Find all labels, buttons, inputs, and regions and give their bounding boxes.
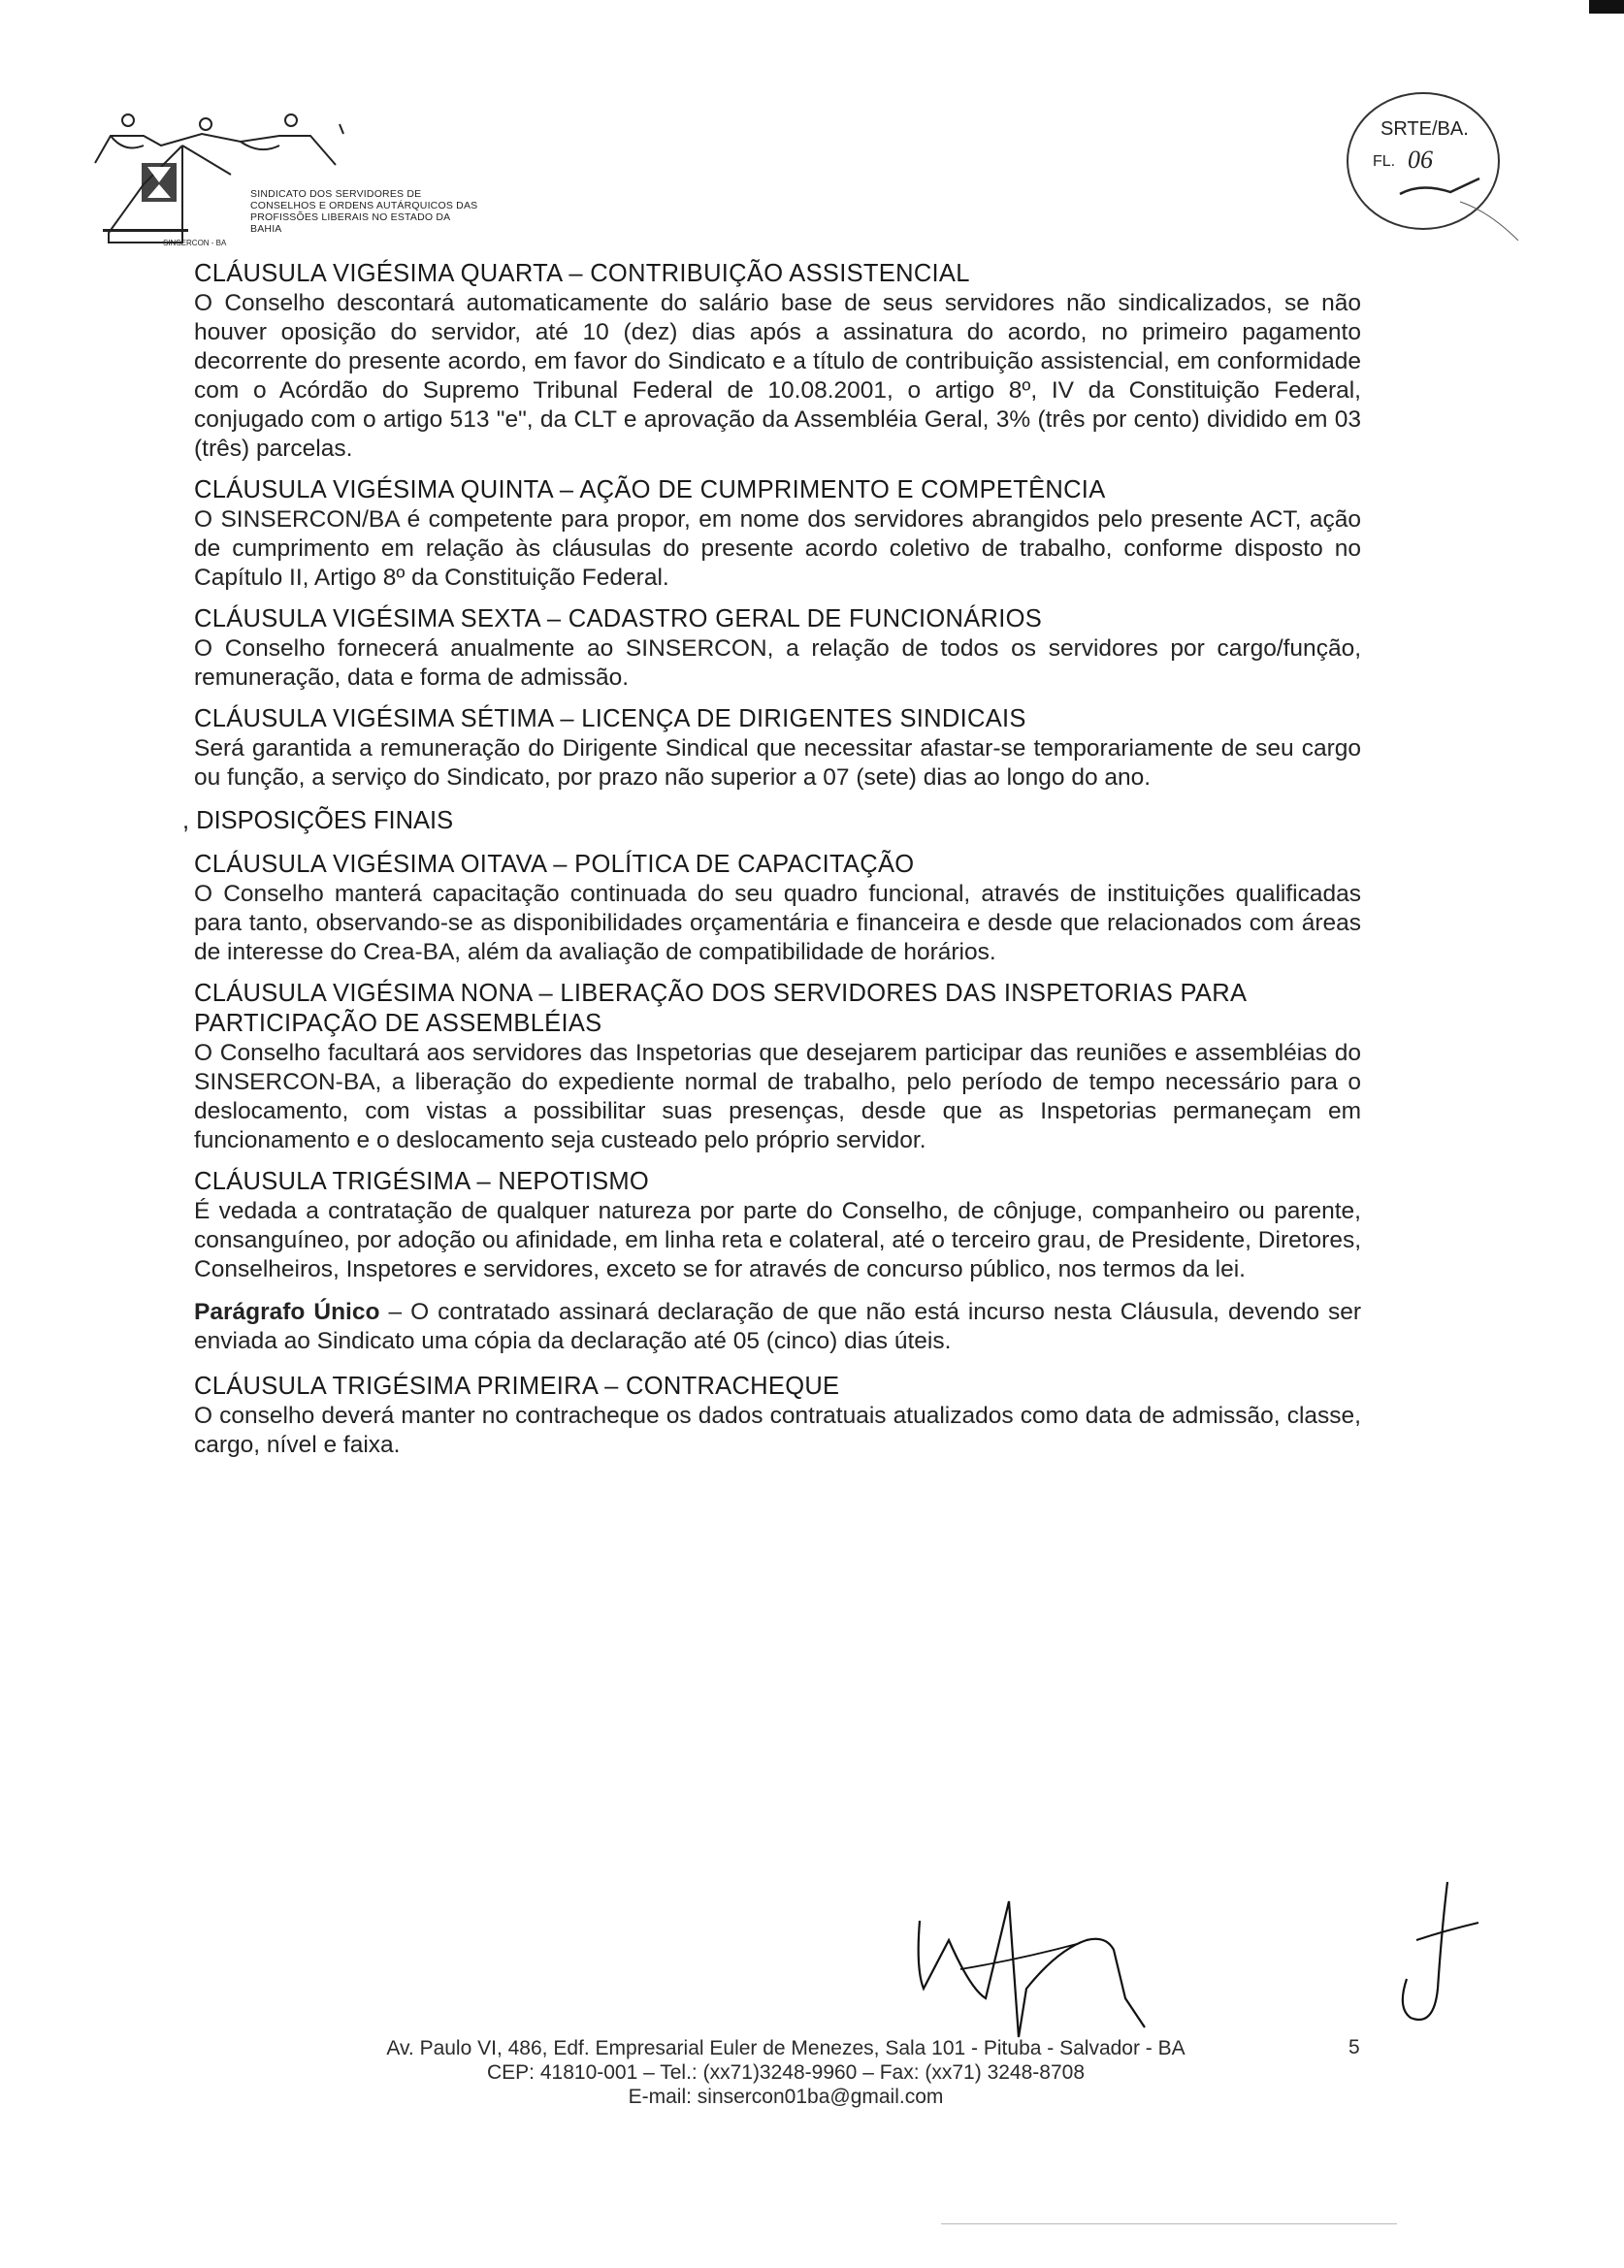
clause-title: CLÁUSULA VIGÉSIMA OITAVA – POLÍTICA DE CAPACITAÇÃO xyxy=(194,851,915,878)
union-logo xyxy=(85,107,478,252)
clause-title: CLÁUSULA VIGÉSIMA NONA – LIBERAÇÃO DOS SERVIDORES DAS INSPETORIAS PARA PARTICIPAÇÃO DE ASSEMBLÉIAS xyxy=(194,980,1246,1037)
clause-body: O Conselho descontará automaticamente do salário base de seus servidores não sindicalizados, se não houver oposição do servidor, até 10 (dez) dias após a assinatura do acordo, no primeiro pagamento decorrente do presente acordo, em favor do Sindicato e a título de contribuição assistencial, em conformidade com o Acórdão do Supremo Tribunal Federal de 10.08.2001, o artigo 8º, IV da Constituição Federal, conjugado com o artigo 513 "e", da CLT e aprovação da Assembléia Geral, 3% (três por cento) dividido em 03 (três) parcelas. xyxy=(194,290,1361,462)
clause-title: CLÁUSULA VIGÉSIMA SÉTIMA – LICENÇA DE DIRIGENTES SINDICAIS xyxy=(194,705,1026,732)
document-body xyxy=(182,259,1361,1472)
clause-body: O Conselho manterá capacitação continuada do seu quadro funcional, através de instituições qualificadas para tanto, observando-se as disponibilidades orçamentária e financeira e desde que relacionados com áreas de interesse do Crea-BA, além da avaliação de compatibilidade de horários. xyxy=(194,881,1361,965)
clause-28 xyxy=(194,850,1361,967)
clause-body: É vedada a contratação de qualquer natureza por parte do Conselho, de cônjuge, companheiro ou parente, consanguíneo, por adoção ou afinidade, em linha reta e colateral, até o terceiro grau, de Presidente, Diretores, Conselheiros, Inspetores e servidores, exceto se for através de concurso público, nos termos da lei. xyxy=(194,1198,1361,1282)
clause-title: CLÁUSULA TRIGÉSIMA – NEPOTISMO xyxy=(194,1168,650,1195)
clause-31 xyxy=(194,1372,1361,1460)
clause-body: Será garantida a remuneração do Dirigente Sindical que necessitar afastar-se temporariamente de seu cargo ou função, a serviço do Sindicato, por prazo não superior a 07 (sete) dias ao longo do ano. xyxy=(194,735,1361,791)
clause-title: CLÁUSULA TRIGÉSIMA PRIMEIRA – CONTRACHEQUE xyxy=(194,1373,840,1400)
paragrafo-unico-label: Parágrafo Único xyxy=(194,1299,380,1325)
footer-address: Av. Paulo VI, 486, Edf. Empresarial Euler de Menezes, Sala 101 - Pituba - Salvador - BA xyxy=(386,2037,1186,2059)
clause-title: CLÁUSULA VIGÉSIMA QUINTA – AÇÃO DE CUMPRIMENTO E COMPETÊNCIA xyxy=(194,476,1106,503)
footer-contacts: CEP: 41810-001 – Tel.: (xx71)3248-9960 – Fax: (xx71) 3248-8708 xyxy=(487,2061,1085,2084)
stamp-fl-label: FL. xyxy=(1373,153,1396,170)
clause-29 xyxy=(194,979,1361,1155)
footer-address-block xyxy=(243,2036,1329,2109)
clause-body: O SINSERCON/BA é competente para propor, em nome dos servidores abrangidos pelo presente ACT, ação de cumprimento em relação às cláusulas do presente acordo coletivo de trabalho, conforme disposto no Capítulo II, Artigo 8º da Constituição Federal. xyxy=(194,506,1361,591)
clause-25 xyxy=(194,475,1361,593)
clause-24 xyxy=(194,259,1361,464)
scan-line xyxy=(941,2223,1397,2224)
clause-body: O conselho deverá manter no contracheque os dados contratuais atualizados como data de admissão, classe, cargo, nível e faixa. xyxy=(194,1403,1361,1458)
initials-mark xyxy=(1378,1872,1484,2037)
stamp-folio-number: 06 xyxy=(1408,146,1433,174)
logo-text: SINDICATO DOS SERVIDORES DE CONSELHOS E ORDENS AUTÁRQUICOS DAS PROFISSÕES LIBERAIS NO ESTADO DA BAHIA xyxy=(250,188,478,235)
clause-26 xyxy=(194,604,1361,693)
logo-acronym: SINSERCON - BA xyxy=(163,239,227,247)
scan-corner-mark xyxy=(1589,0,1624,14)
paragrafo-unico xyxy=(194,1298,1361,1356)
clause-body: O Conselho facultará aos servidores das Inspetorias que desejarem participar das reuniões e assembléias do SINSERCON-BA, a liberação do expediente normal de trabalho, pelo período de tempo necessário para o deslocamento, com vistas a possibilitar suas presenças, desde que as Inspetorias permaneçam em funcionamento e o deslocamento seja custeado pelo próprio servidor. xyxy=(194,1040,1361,1153)
footer-email: E-mail: sinsercon01ba@gmail.com xyxy=(628,2086,944,2108)
page-number: 5 xyxy=(1348,2036,1360,2058)
clause-title: CLÁUSULA VIGÉSIMA QUARTA – CONTRIBUIÇÃO ASSISTENCIAL xyxy=(194,260,970,287)
stamp-top-text: SRTE/BA. xyxy=(1380,118,1469,140)
srte-stamp xyxy=(1334,85,1528,241)
paragrafo-unico-text: – O contratado assinará declaração de que não está incurso nesta Cláusula, devendo ser enviada ao Sindicato uma cópia da declaração até 05 (cinco) dias úteis. xyxy=(194,1299,1361,1354)
clause-27 xyxy=(194,704,1361,793)
clause-30 xyxy=(194,1167,1361,1284)
clause-body: O Conselho fornecerá anualmente ao SINSERCON, a relação de todos os servidores por cargo/função, remuneração, data e forma de admissão. xyxy=(194,635,1361,691)
clause-title: CLÁUSULA VIGÉSIMA SEXTA – CADASTRO GERAL DE FUNCIONÁRIOS xyxy=(194,605,1043,632)
section-title-final-provisions: , DISPOSIÇÕES FINAIS xyxy=(182,807,454,834)
